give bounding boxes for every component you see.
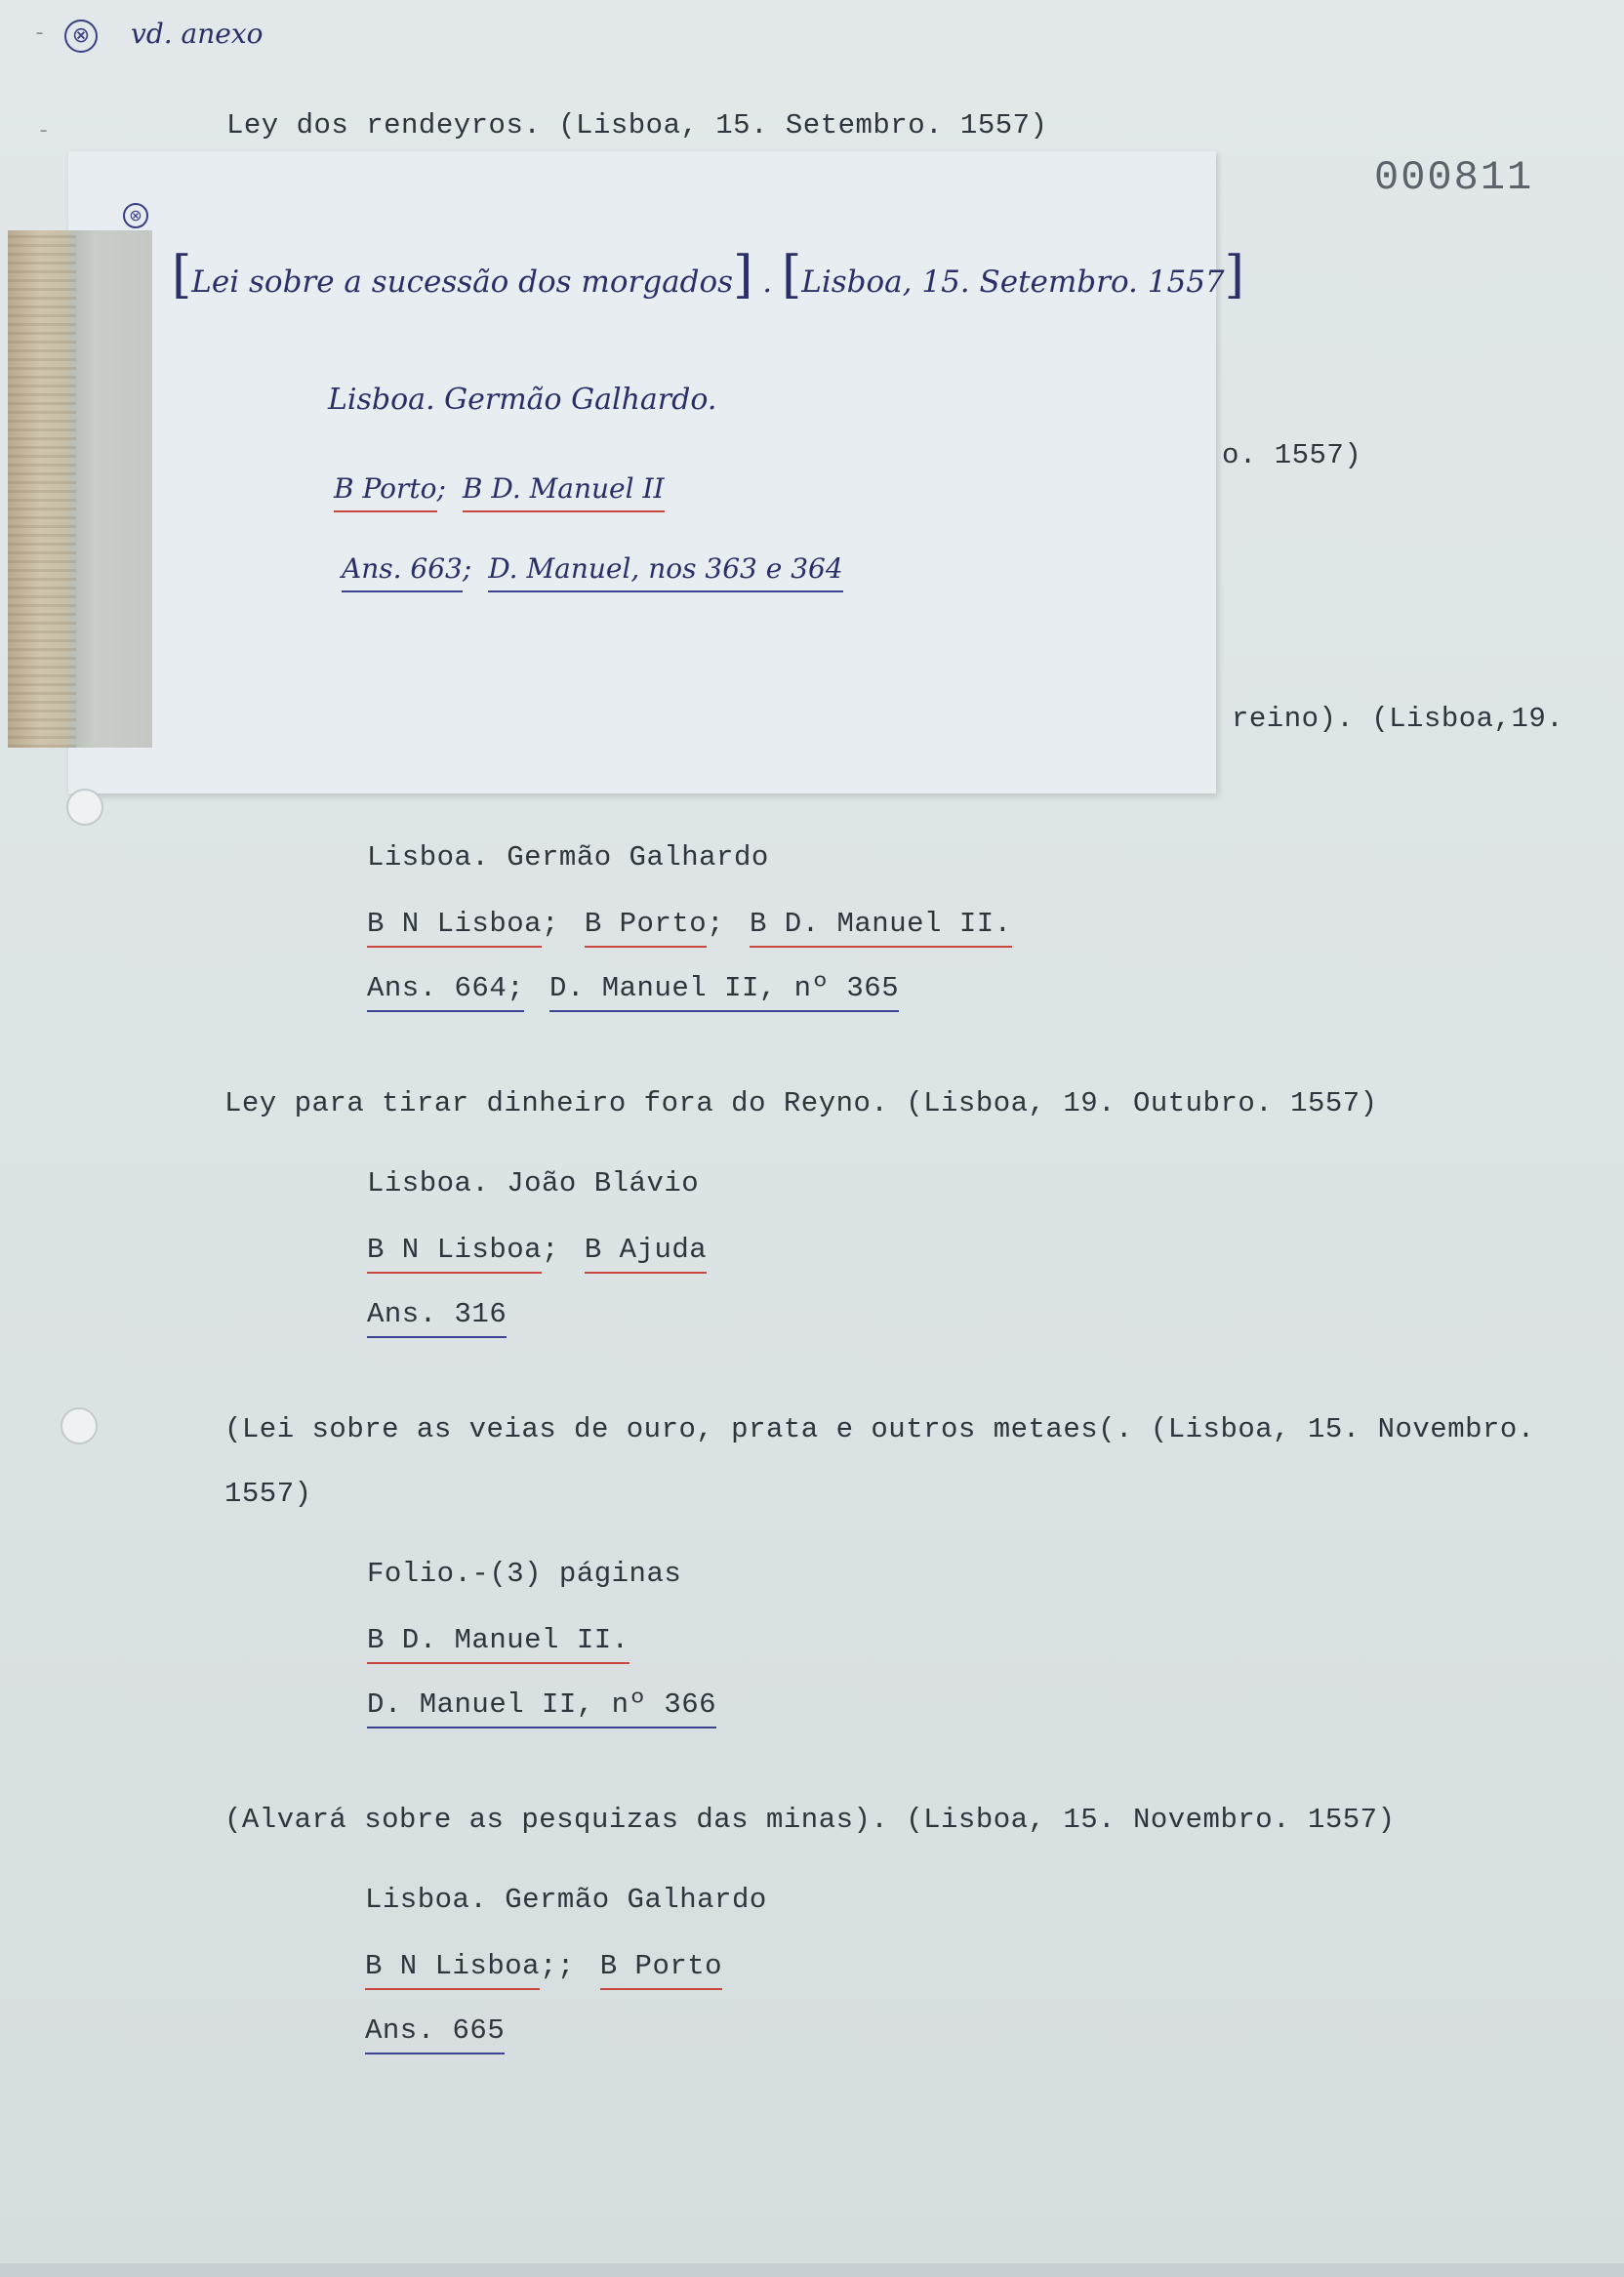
- slip-ref: Ans. 663: [342, 552, 463, 592]
- slip-ref: D. Manuel, nos 363 e 364: [488, 552, 842, 592]
- entry3-holdings: [367, 1624, 629, 1656]
- holding: B Ajuda: [585, 1234, 707, 1274]
- holding: B N Lisboa: [365, 1950, 540, 1990]
- entry3-format: Folio.-(3) páginas: [367, 1558, 682, 1590]
- entry4-printer: Lisboa. Germão Galhardo: [365, 1884, 767, 1916]
- margin-dash: -: [37, 119, 51, 143]
- entry1-printer: Lisboa. Germão Galhardo: [367, 841, 769, 874]
- slip-close-bracket: ]: [733, 246, 753, 305]
- holding: B D. Manuel II.: [367, 1624, 629, 1664]
- entry4-refs: [365, 2014, 505, 2047]
- slip-holdings-line: B Porto; B D. Manuel II: [334, 472, 665, 505]
- page-bottom-edge: [0, 2263, 1624, 2277]
- ref: Ans. 665: [365, 2014, 505, 2054]
- header-note: vd. anexo: [131, 18, 264, 50]
- slip-date-close-bracket: ]: [1224, 246, 1244, 305]
- entry1-refs: Ans. 664; D. Manuel II, nº 365: [367, 972, 899, 1004]
- holding: B Porto: [585, 908, 707, 948]
- punch-hole: [66, 789, 103, 826]
- entry2-holdings: B N Lisboa; B Ajuda: [367, 1234, 707, 1266]
- entry4-holdings: B N Lisboa;; B Porto: [365, 1950, 722, 1982]
- entry2-printer: Lisboa. João Blávio: [367, 1167, 700, 1199]
- entry2-title: Ley para tirar dinheiro fora do Reyno. (Lisboa, 19. Outubro. 1557): [224, 1087, 1378, 1119]
- entry1-holdings: B N Lisboa; B Porto; B D. Manuel II.: [367, 908, 1012, 940]
- slip-printer: Lisboa. Germão Galhardo.: [328, 383, 717, 417]
- ref: Ans. 316: [367, 1298, 507, 1338]
- holding: B N Lisboa: [367, 1234, 542, 1274]
- slip-date: Lisboa, 15. Setembro. 1557: [801, 264, 1225, 300]
- holding: B Porto: [600, 1950, 722, 1990]
- entry3-title-line1: (Lei sobre as veias de ouro, prata e outros metaes(. (Lisboa, 15. Novembro.: [224, 1413, 1535, 1445]
- partial-line-2: reino). (Lisboa,19.: [1232, 703, 1564, 735]
- slip-holding: B Porto: [334, 472, 437, 512]
- slip-crossed-circle-mark: ⊗: [123, 203, 148, 228]
- holding: B N Lisboa: [367, 908, 542, 948]
- slip-title-line: [172, 246, 1244, 305]
- slip-date-open-bracket: [: [781, 246, 802, 305]
- entry4-title: (Alvará sobre as pesquizas das minas). (Lisboa, 15. Novembro. 1557): [224, 1804, 1396, 1836]
- crossed-circle-mark: ⊗: [64, 20, 98, 53]
- partial-line-1: o. 1557): [1222, 439, 1362, 471]
- tape-fibers: [8, 230, 76, 748]
- top-entry-title: Ley dos rendeyros. (Lisboa, 15. Setembro. 1557): [226, 109, 1048, 142]
- entry2-refs: [367, 1298, 507, 1330]
- document-number: 000811: [1374, 154, 1534, 201]
- ref: Ans. 664: [367, 972, 507, 1012]
- slip-refs-line: Ans. 663; D. Manuel, nos 363 e 364: [342, 552, 843, 585]
- margin-dash: -: [33, 21, 47, 46]
- punch-hole: [61, 1407, 98, 1444]
- holding: B D. Manuel II.: [750, 908, 1012, 948]
- slip-title: Lei sobre a sucessão dos morgados: [191, 264, 734, 300]
- ref: D. Manuel II, nº 365: [549, 972, 899, 1012]
- entry3-title-line2: 1557): [224, 1478, 312, 1510]
- entry3-refs: [367, 1688, 716, 1721]
- slip-period: .: [762, 264, 773, 300]
- ref: D. Manuel II, nº 366: [367, 1688, 716, 1728]
- slip-open-bracket: [: [172, 246, 192, 305]
- slip-holding: B D. Manuel II: [463, 472, 665, 512]
